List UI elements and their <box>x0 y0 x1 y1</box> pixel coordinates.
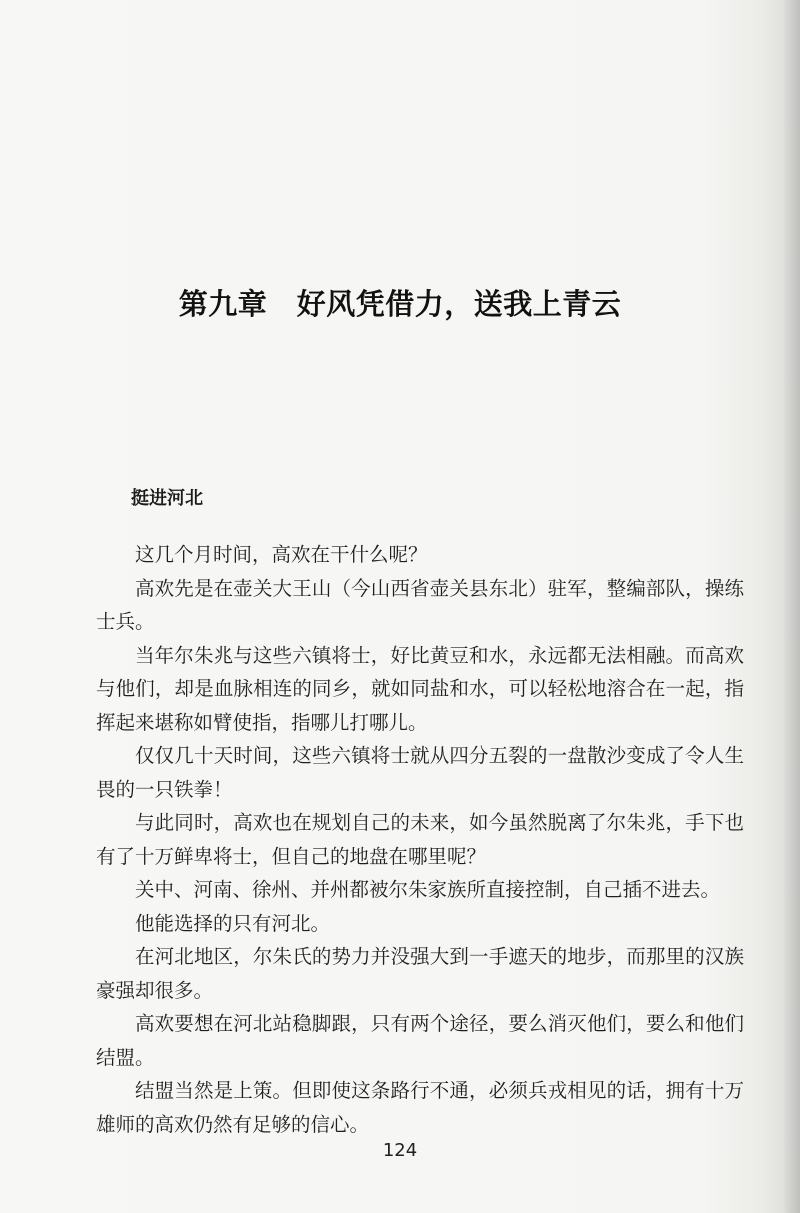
section-heading: 挺进河北 <box>131 488 203 509</box>
chapter-title: 第九章 好风凭借力，送我上青云 <box>178 287 622 321</box>
body-text <box>96 538 744 1141</box>
page-number: 124 <box>382 1140 418 1161</box>
paragraph: 在河北地区，尔朱氏的势力并没强大到一手遮天的地步，而那里的汉族豪强却很多。 <box>96 945 744 1002</box>
paragraph: 仅仅几十天时间，这些六镇将士就从四分五裂的一盘散沙变成了令人生畏的一只铁拳！ <box>96 744 744 801</box>
page-edge-shadow <box>782 0 800 1213</box>
paragraph: 当年尔朱兆与这些六镇将士，好比黄豆和水，永远都无法相融。而高欢与他们，却是血脉相连的同乡，就如同盐和水，可以轻松地溶合在一起，指挥起来堪称如臂使指，指哪儿打哪儿。 <box>96 643 744 734</box>
paragraph: 高欢先是在壶关大王山（今山西省壶关县东北）驻军，整编部队，操练士兵。 <box>96 576 744 633</box>
paragraph: 结盟当然是上策。但即使这条路行不通，必须兵戎相见的话，拥有十万雄师的高欢仍然有足够的信心。 <box>96 1079 744 1136</box>
paragraph: 高欢要想在河北站稳脚跟，只有两个途径，要么消灭他们，要么和他们结盟。 <box>96 1012 744 1069</box>
paragraph: 与此同时，高欢也在规划自己的未来，如今虽然脱离了尔朱兆，手下也有了十万鲜卑将士，但自己的地盘在哪里呢？ <box>96 811 744 868</box>
paragraph: 关中、河南、徐州、并州都被尔朱家族所直接控制，自己插不进去。 <box>135 878 721 901</box>
paragraph: 这几个月时间，高欢在干什么呢？ <box>135 543 428 566</box>
paragraph: 他能选择的只有河北。 <box>135 911 331 935</box>
